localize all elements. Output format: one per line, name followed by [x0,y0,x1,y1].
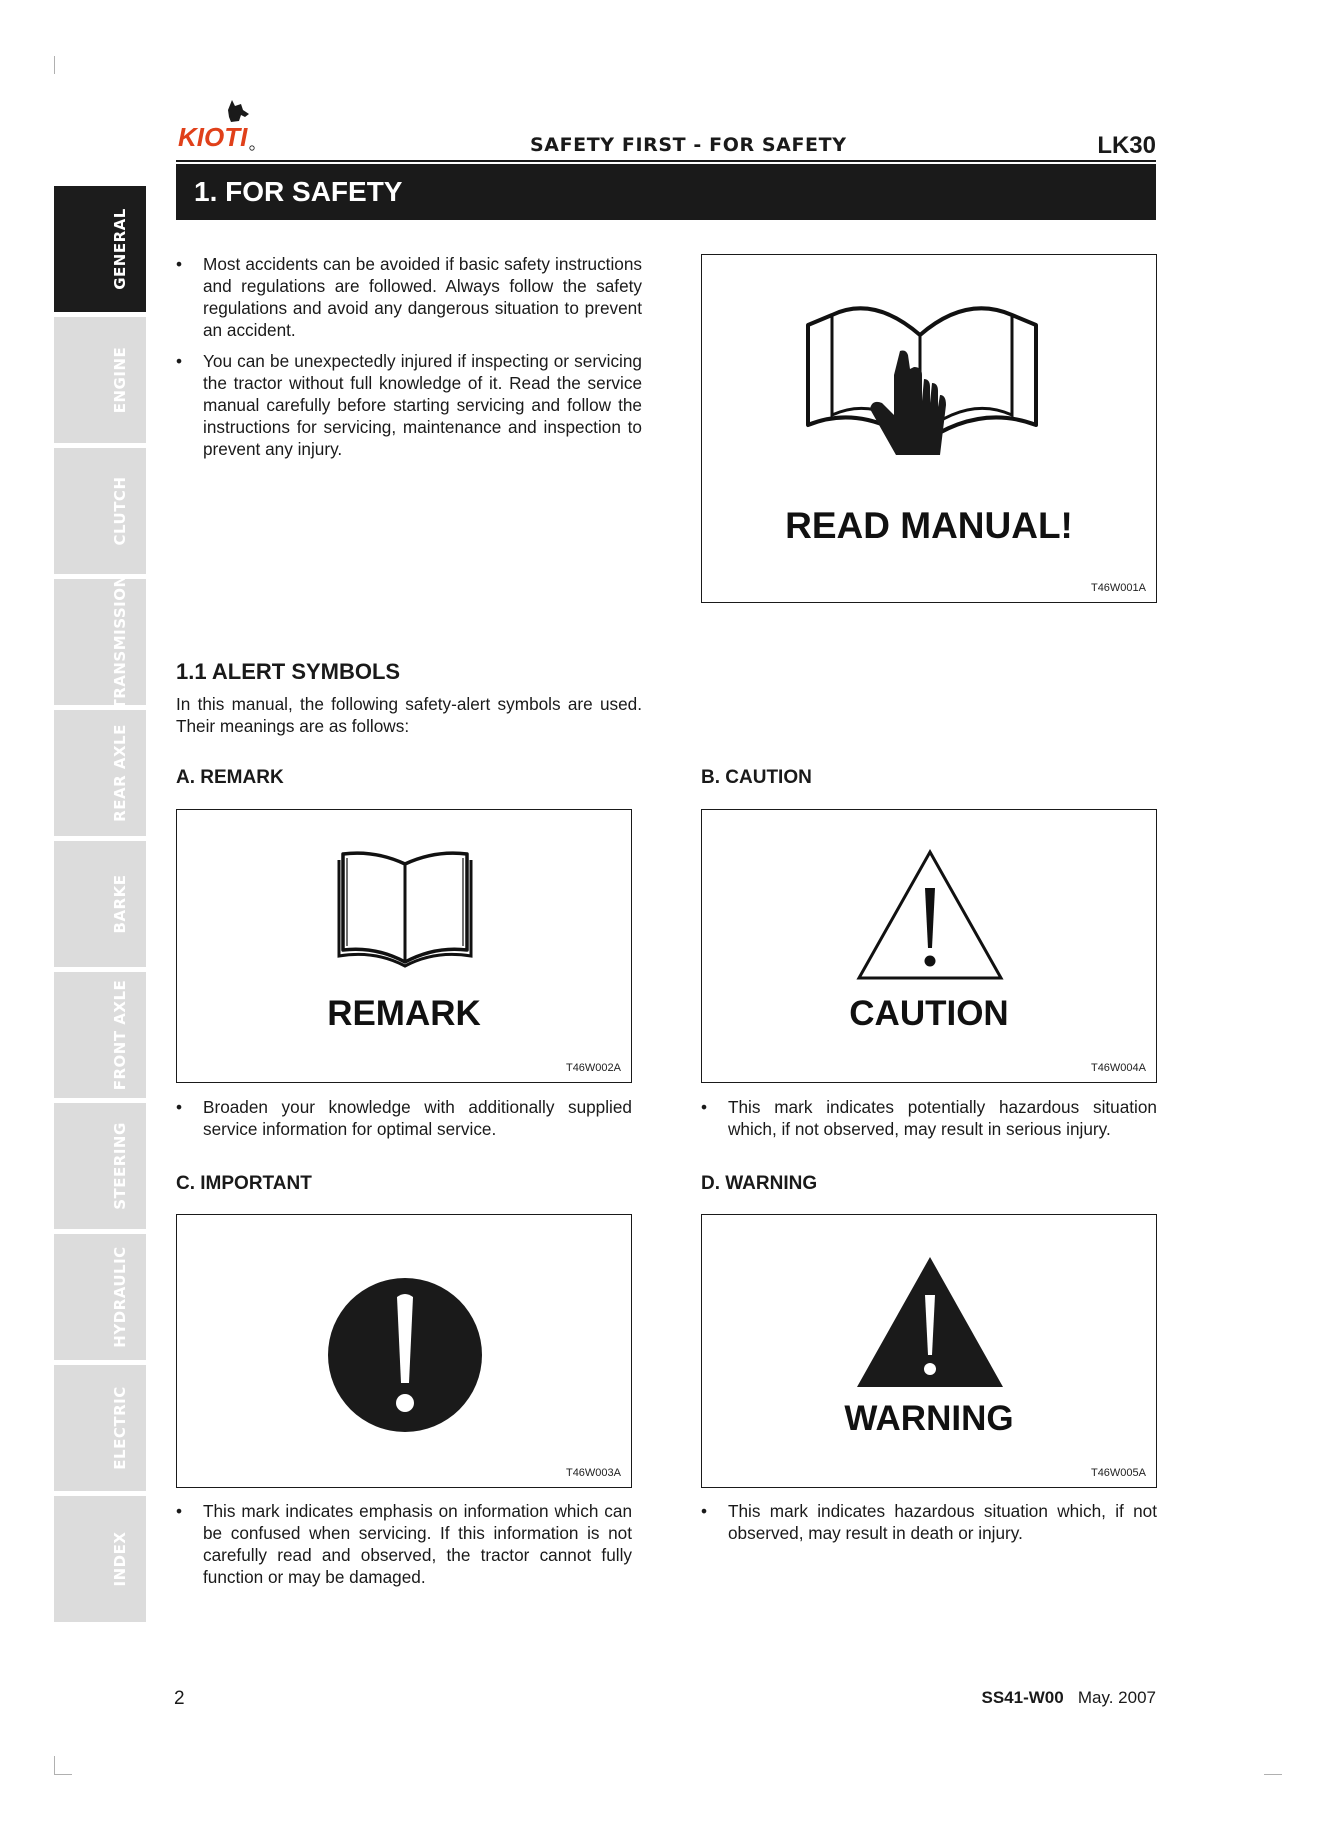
warning-figure [701,1214,1157,1488]
remark-label: A. REMARK [176,767,284,788]
tab-transmission[interactable]: TRANSMISSION [54,579,146,705]
remark-figure [176,809,632,1083]
warning-triangle-filled-icon [855,1255,1005,1389]
warning-triangle-outline-icon [855,848,1005,982]
list-item: • You can be unexpectedly injured if inspecting or servicing the tractor without full knowledge of it. Read the service manual carefully before starting servicing and follow the instructions for servicing, maintenance and inspection to prevent any injury. [176,350,642,460]
section-title: 1. FOR SAFETY [176,164,1156,220]
crop-mark [54,1774,72,1775]
figure-code: T46W001A [1090,582,1146,594]
caution-figure [701,809,1157,1083]
figure-caption: WARNING [844,1399,1014,1438]
warning-description [701,1500,1157,1553]
tab-index[interactable]: INDEX [54,1496,146,1622]
crop-mark [54,56,55,74]
tab-electric[interactable]: ELECTRIC [54,1365,146,1491]
doc-code: SS41-W00 [981,1688,1064,1707]
remark-description [176,1096,632,1149]
warning-label: D. WARNING [701,1173,818,1194]
safety-bullets [176,253,642,469]
logo-text: KIOTI [178,122,248,152]
figure-caption: READ MANUAL! [785,505,1073,546]
alert-symbols-intro: In this manual, the following safety-alert symbols are used. Their meanings are as follows: [176,694,642,736]
page-number: 2 [174,1688,185,1709]
tab-general[interactable]: GENERAL [54,186,146,312]
subsection-heading: 1.1 ALERT SYMBOLS [176,659,401,684]
tab-front-axle[interactable]: FRONT AXLE [54,972,146,1098]
tab-hydraulic[interactable]: HYDRAULIC [54,1234,146,1360]
list-item: • This mark indicates hazardous situation which, if not observed, may result in death or injury. [701,1500,1157,1544]
kioti-logo [176,96,258,154]
tab-steering[interactable]: STEERING [54,1103,146,1229]
hand-pointing-book-icon [802,295,1042,465]
tab-clutch[interactable]: CLUTCH [54,448,146,574]
caution-description [701,1096,1157,1149]
figure-caption: CAUTION [849,994,1009,1033]
list-item: • Most accidents can be avoided if basic safety instructions and regulations are followed. Always follow the safety regulations and avoid any dangerous situation to prevent an accident. [176,253,642,341]
figure-caption: REMARK [327,994,481,1033]
crop-mark [54,1756,55,1774]
running-header: SAFETY FIRST - FOR SAFETY [530,134,847,156]
read-manual-figure [701,254,1157,603]
list-item: • Broaden your knowledge with additionally supplied service information for optimal service. [176,1096,632,1140]
exclamation-circle-icon [325,1275,485,1435]
tab-engine[interactable]: ENGINE [54,317,146,443]
tab-barke[interactable]: BARKE [54,841,146,967]
list-item: • This mark indicates emphasis on information which can be confused when servicing. If this information is not carefully read and observed, the tractor cannot fully function or may be damaged. [176,1500,632,1588]
important-description [176,1500,632,1597]
figure-code: T46W002A [565,1062,621,1074]
crop-mark [1264,1774,1282,1775]
tab-rear-axle[interactable]: REAR AXLE [54,710,146,836]
chapter-tabs [54,186,146,1627]
important-figure [176,1214,632,1488]
header-rule [176,160,1156,162]
caution-label: B. CAUTION [701,767,812,788]
figure-code: T46W004A [1090,1062,1146,1074]
doc-date: May. 2007 [1077,1688,1156,1707]
important-label: C. IMPORTANT [176,1173,312,1194]
figure-code: T46W003A [565,1467,621,1479]
figure-code: T46W005A [1090,1467,1146,1479]
document-code [982,1688,1157,1708]
open-book-icon [335,850,475,970]
list-item: • This mark indicates potentially hazardous situation which, if not observed, may result in serious injury. [701,1096,1157,1140]
model-name: LK30 [1097,132,1156,159]
